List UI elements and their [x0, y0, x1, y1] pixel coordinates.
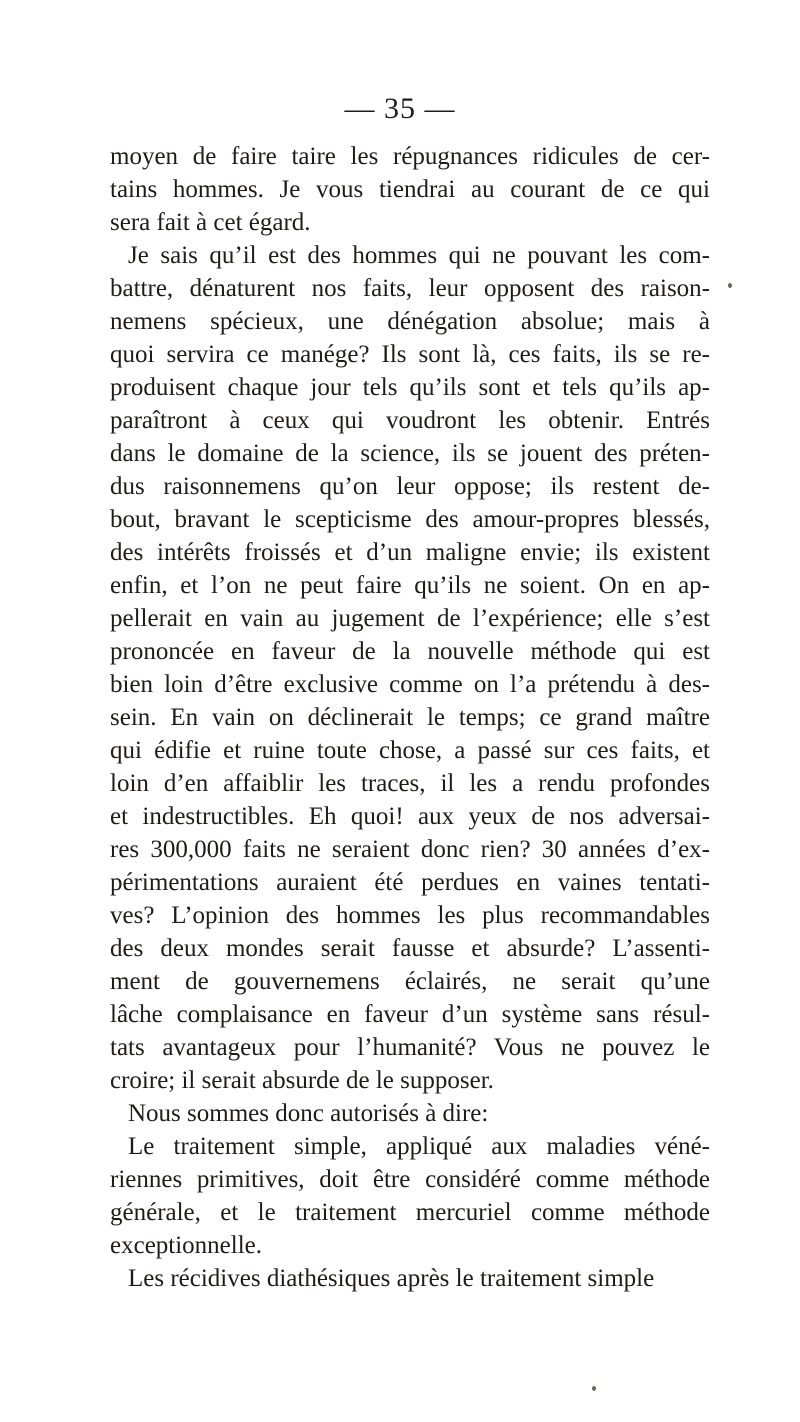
text-line: prononcée en faveur de la nouvelle méthode qui est — [110, 638, 710, 665]
text-line: battre, dénaturent nos faits, leur opposent des raison- — [110, 275, 710, 302]
text-line: dus raisonnemens qu’on leur oppose; ils restent de- — [110, 473, 710, 500]
text-line: pellerait en vain au jugement de l’expérience; elle s’est — [110, 605, 710, 632]
text-line: et indestructibles. Eh quoi! aux yeux de nos adversai- — [110, 803, 710, 830]
text-line: dans le domaine de la science, ils se jouent des préten- — [110, 440, 710, 467]
paper-speck — [728, 283, 732, 288]
page-number: — 35 — — [344, 92, 456, 125]
text-line: bien loin d’être exclusive comme on l’a prétendu à des- — [110, 671, 710, 698]
text-line: quoi servira ce manége? Ils sont là, ces faits, ils se re- — [110, 341, 710, 368]
text-line: nemens spécieux, une dénégation absolue; mais à — [110, 308, 710, 335]
text-line: des intérêts froissés et d’un maligne envie; ils existent — [110, 539, 710, 566]
text-line: paraîtront à ceux qui voudront les obtenir. Entrés — [110, 407, 710, 434]
text-line: lâche complaisance en faveur d’un système sans résul- — [110, 1001, 710, 1028]
text-line: Nous sommes donc autorisés à dire: — [128, 1100, 489, 1127]
text-line: moyen de faire taire les répugnances ridicules de cer- — [110, 143, 710, 170]
text-line: des deux mondes serait fausse et absurde? L’assenti- — [110, 935, 710, 962]
text-line: riennes primitives, doit être considéré comme méthode — [110, 1166, 710, 1193]
text-line: ment de gouvernemens éclairés, ne serait qu’une — [110, 968, 710, 995]
paper-speck — [592, 1386, 596, 1391]
text-line: sera fait à cet égard. — [110, 209, 311, 236]
text-line: périmentations auraient été perdues en vaines tentati- — [110, 869, 710, 896]
text-line: Je sais qu’il est des hommes qui ne pouvant les com- — [128, 242, 710, 269]
text-line: exceptionnelle. — [110, 1232, 263, 1259]
text-line: Le traitement simple, appliqué aux maladies véné- — [128, 1133, 710, 1160]
text-line: bout, bravant le scepticisme des amour-propres blessés, — [110, 506, 710, 533]
body-text — [110, 140, 710, 1295]
text-line: ves? L’opinion des hommes les plus recommandables — [110, 902, 710, 929]
text-line: produisent chaque jour tels qu’ils sont et tels qu’ils ap- — [110, 374, 710, 401]
text-line: res 300,000 faits ne seraient donc rien? 30 années d’ex- — [110, 836, 710, 863]
text-line: qui édifie et ruine toute chose, a passé sur ces faits, et — [110, 737, 710, 764]
text-line: Les récidives diathésiques après le traitement simple — [128, 1265, 655, 1292]
text-line: loin d’en affaiblir les traces, il les a rendu profondes — [110, 770, 710, 797]
text-line: croire; il serait absurde de le supposer. — [110, 1067, 494, 1094]
text-line: tains hommes. Je vous tiendrai au courant de ce qui — [110, 176, 710, 203]
text-line: tats avantageux pour l’humanité? Vous ne pouvez le — [110, 1034, 710, 1061]
text-line: enfin, et l’on ne peut faire qu’ils ne soient. On en ap- — [110, 572, 710, 599]
text-line: générale, et le traitement mercuriel comme méthode — [110, 1199, 710, 1226]
text-line: sein. En vain on déclinerait le temps; ce grand maître — [110, 704, 710, 731]
